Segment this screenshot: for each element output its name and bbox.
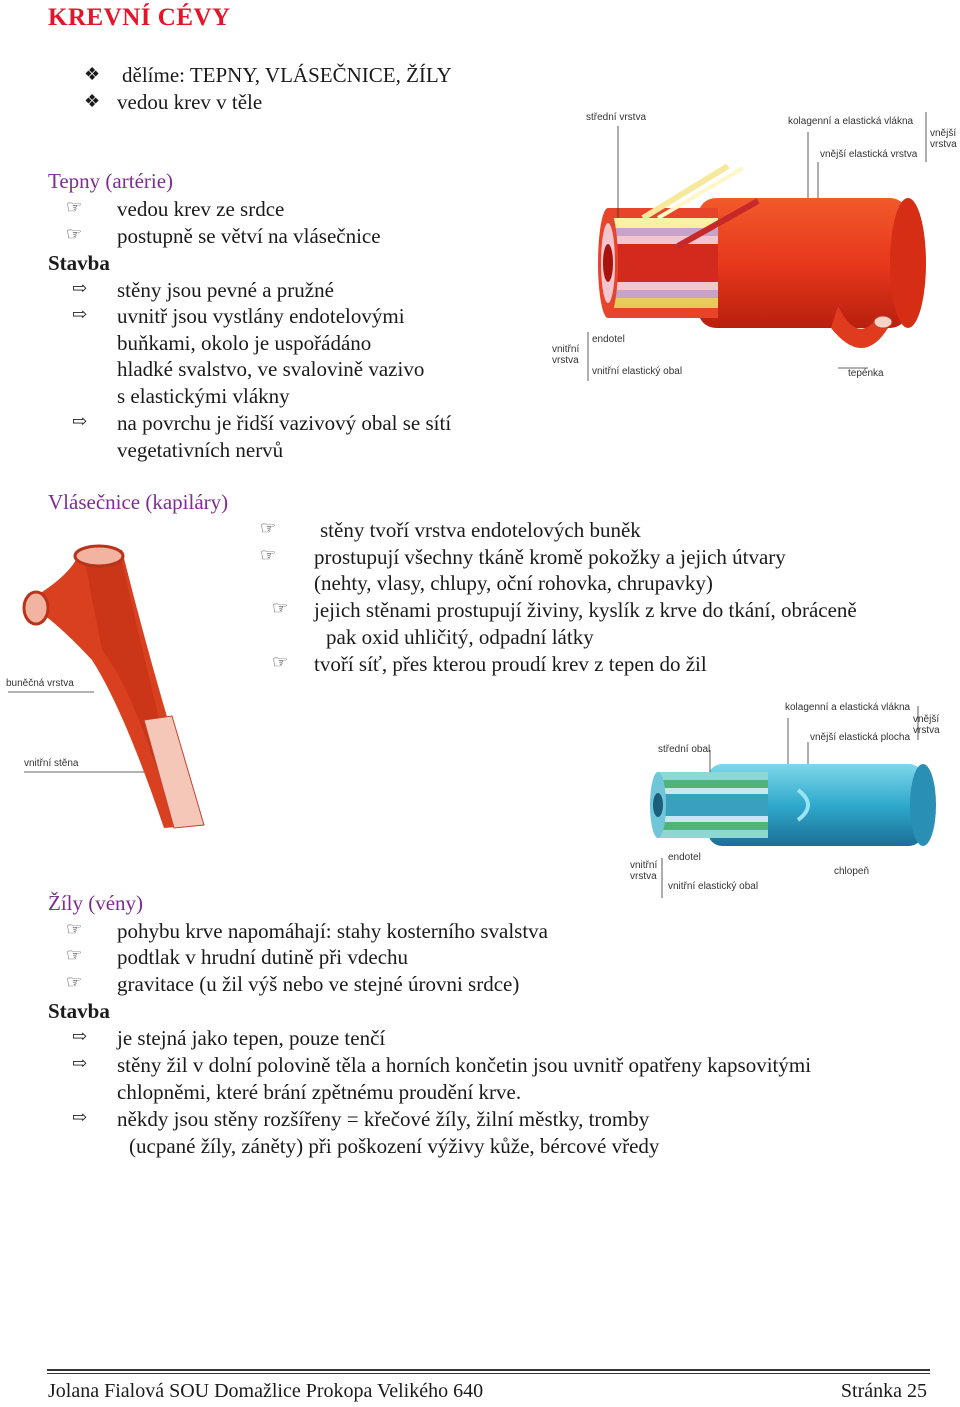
veins-point-3: gravitace (u žil výš nebo ve stejné úrovni srdce) (117, 972, 520, 996)
arteries-point-1: vedou krev ze srdce (117, 197, 285, 221)
intro-line-1: dělíme: TEPNY, VLÁSEČNICE, ŽÍLY (122, 63, 452, 87)
capillaries-heading: Vlásečnice (kapiláry) (48, 490, 229, 514)
hand-pointer-icon: ☞ (66, 224, 83, 244)
arteries-structure-line-1: stěny jsou pevné a pružné (117, 278, 334, 302)
label-middle-layer: střední vrstva (586, 112, 647, 123)
hand-pointer-icon: ☞ (66, 197, 83, 217)
arteries-structure-line-4: hladké svalstvo, ve svalovině vazivo (117, 357, 425, 381)
veins-structure-line-1: je stejná jako tepen, pouze tenčí (117, 1026, 386, 1050)
label-vein-collagen: kolagenní a elastická vlákna (785, 702, 911, 713)
label-inner-layer: vnitřní vrstva (552, 344, 580, 366)
veins-structure-line-3: chlopněmi, které brání zpětnému proudění krve. (117, 1080, 522, 1104)
capillaries-line-5: pak oxid uhličitý, odpadní látky (326, 625, 594, 649)
veins-heading: Žíly (vény) (48, 891, 144, 915)
hand-pointer-icon: ☞ (66, 972, 83, 992)
vein-diagram (628, 700, 958, 900)
label-vein-inner-layer: vnitřní vrstva (630, 860, 658, 882)
diamond-bullet-icon: ❖ (84, 91, 101, 111)
arrow-bullet-icon: ⇨ (72, 278, 88, 298)
arrow-bullet-icon: ⇨ (72, 304, 88, 324)
label-inner-wall: vnitřní stěna (24, 758, 79, 769)
label-outer-layer: vnější vrstva (930, 128, 957, 150)
artery-diagram (548, 106, 958, 396)
hand-pointer-icon: ☞ (260, 545, 277, 565)
label-cell-layer: buněčná vrstva (6, 678, 74, 689)
capillaries-line-2: prostupují všechny tkáně kromě pokožky a jejich útvary (314, 545, 786, 569)
hand-pointer-icon: ☞ (66, 919, 83, 939)
label-artery-branch: tepénka (848, 368, 884, 379)
label-outer-elastic: vnější elastická vrstva (820, 149, 918, 160)
arteries-heading: Tepny (artérie) (48, 169, 174, 193)
arteries-point-2: postupně se větví na vlásečnice (117, 224, 381, 248)
arteries-structure-line-5: s elastickými vlákny (117, 384, 290, 408)
label-inner-elastic: vnitřní elastický obal (592, 366, 683, 377)
veins-structure-line-2: stěny žil v dolní polovině těla a horních končetin jsou uvnitř opatřeny kapsovitými (117, 1053, 812, 1077)
label-vein-endothel: endotel (668, 852, 701, 863)
vein-illustration (628, 700, 958, 900)
label-collagen-fibers: kolagenní a elastická vlákna (788, 116, 914, 127)
label-vein-inner-elastic: vnitřní elastický obal (668, 881, 759, 892)
hand-pointer-icon: ☞ (272, 598, 289, 618)
arteries-structure-line-3: buňkami, okolo je uspořádáno (117, 331, 372, 355)
hand-pointer-icon: ☞ (272, 652, 289, 672)
veins-structure-line-4: někdy jsou stěny rozšířeny = křečové žíly, žilní městky, tromby (117, 1107, 650, 1131)
label-vein-middle: střední obal (658, 744, 711, 755)
capillaries-line-4: jejich stěnami prostupují živiny, kyslík z krve do tkání, obráceně (314, 598, 857, 622)
footer-author: Jolana Fialová SOU Domažlice Prokopa Velikého 640 (48, 1380, 484, 1402)
capillaries-line-1: stěny tvoří vrstva endotelových buněk (320, 518, 641, 542)
hand-pointer-icon: ☞ (260, 518, 277, 538)
arteries-structure-line-7: vegetativních nervů (117, 438, 284, 462)
page-title: KREVNÍ CÉVY (48, 4, 231, 31)
intro-line-2: vedou krev v těle (117, 90, 263, 114)
arteries-structure-line-2: uvnitř jsou vystlány endotelovými (117, 304, 405, 328)
hand-pointer-icon: ☞ (66, 945, 83, 965)
label-vein-outer-elastic: vnější elastická plocha (810, 732, 911, 743)
arrow-bullet-icon: ⇨ (72, 1107, 88, 1127)
veins-structure-line-5: (ucpané žíly, záněty) při poškození výživy kůže, bércové vředy (129, 1134, 660, 1158)
arrow-bullet-icon: ⇨ (72, 1053, 88, 1073)
label-vein-valve: chlopeň (834, 866, 870, 877)
capillaries-line-6: tvoří síť, přes kterou proudí krev z tepen do žil (314, 652, 707, 676)
veins-structure-heading: Stavba (48, 999, 110, 1023)
capillaries-line-3: (nehty, vlasy, chlupy, oční rohovka, chrupavky) (314, 571, 713, 595)
capillary-diagram (4, 540, 224, 830)
arrow-bullet-icon: ⇨ (72, 1026, 88, 1046)
label-vein-outer-layer: vnější vrstva (913, 714, 940, 736)
footer-page-number: Stránka 25 (840, 1380, 927, 1402)
label-endothel: endotel (592, 334, 625, 345)
veins-point-2: podtlak v hrudní dutině při vdechu (117, 945, 409, 969)
arteries-structure-line-6: na povrchu je řidší vazivový obal se sítí (117, 411, 452, 435)
diamond-bullet-icon: ❖ (84, 64, 101, 84)
footer-divider-thin (47, 1373, 930, 1374)
footer-divider (47, 1369, 930, 1371)
arrow-bullet-icon: ⇨ (72, 411, 88, 431)
arteries-structure-heading: Stavba (48, 251, 110, 275)
veins-point-1: pohybu krve napomáhají: stahy kosterního svalstva (117, 919, 549, 943)
